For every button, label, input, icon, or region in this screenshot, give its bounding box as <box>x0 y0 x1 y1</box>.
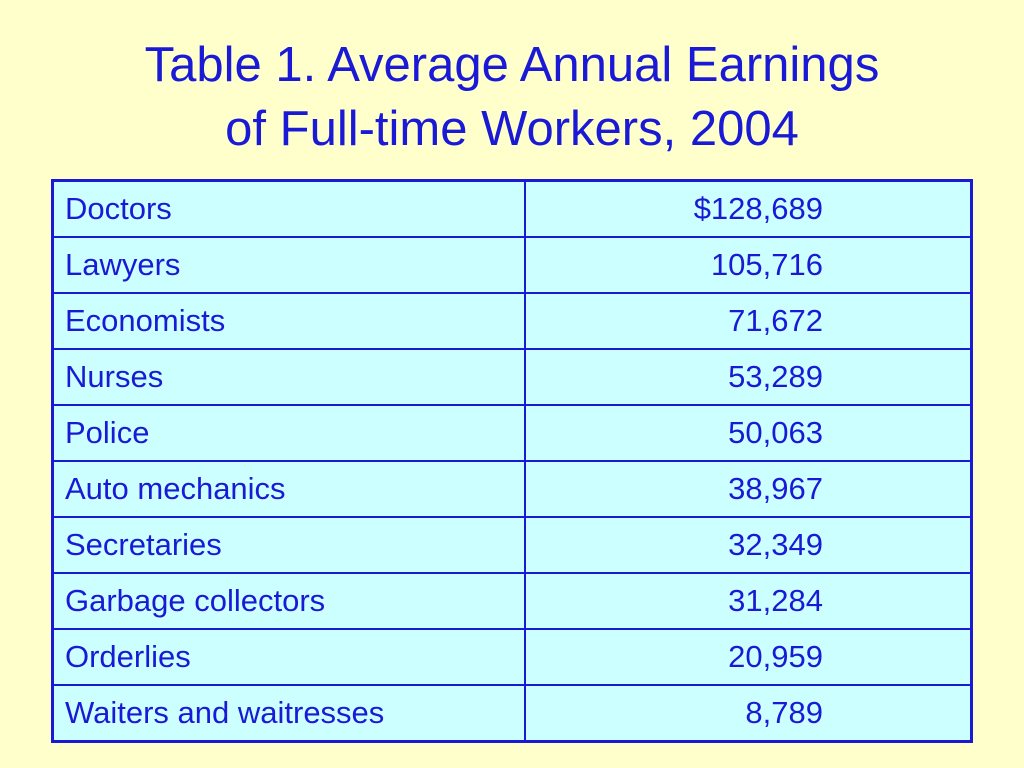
earnings-cell: 31,284 <box>525 573 972 629</box>
table-row <box>53 573 972 629</box>
occupation-cell: Auto mechanics <box>53 461 526 517</box>
earnings-cell: 53,289 <box>525 349 972 405</box>
earnings-cell: 105,716 <box>525 237 972 293</box>
occupation-cell: Police <box>53 405 526 461</box>
occupation-cell: Garbage collectors <box>53 573 526 629</box>
occupation-cell: Orderlies <box>53 629 526 685</box>
earnings-cell: 50,063 <box>525 405 972 461</box>
earnings-table <box>51 179 973 743</box>
earnings-cell: 32,349 <box>525 517 972 573</box>
table-row <box>53 181 972 238</box>
earnings-cell: 71,672 <box>525 293 972 349</box>
occupation-cell: Secretaries <box>53 517 526 573</box>
occupation-cell: Lawyers <box>53 237 526 293</box>
table-row <box>53 293 972 349</box>
title-line-1: Table 1. Average Annual Earnings <box>144 38 880 92</box>
occupation-cell: Economists <box>53 293 526 349</box>
earnings-cell: $128,689 <box>525 181 972 238</box>
table-row <box>53 405 972 461</box>
earnings-cell: 38,967 <box>525 461 972 517</box>
slide-title <box>0 33 1024 161</box>
occupation-cell: Waiters and waitresses <box>53 685 526 742</box>
table-row <box>53 685 972 742</box>
table-row <box>53 237 972 293</box>
earnings-cell: 8,789 <box>525 685 972 742</box>
table-row <box>53 517 972 573</box>
table-row <box>53 349 972 405</box>
earnings-cell: 20,959 <box>525 629 972 685</box>
occupation-cell: Nurses <box>53 349 526 405</box>
table-row <box>53 461 972 517</box>
occupation-cell: Doctors <box>53 181 526 238</box>
title-line-2: of Full-time Workers, 2004 <box>225 102 799 156</box>
table-row <box>53 629 972 685</box>
